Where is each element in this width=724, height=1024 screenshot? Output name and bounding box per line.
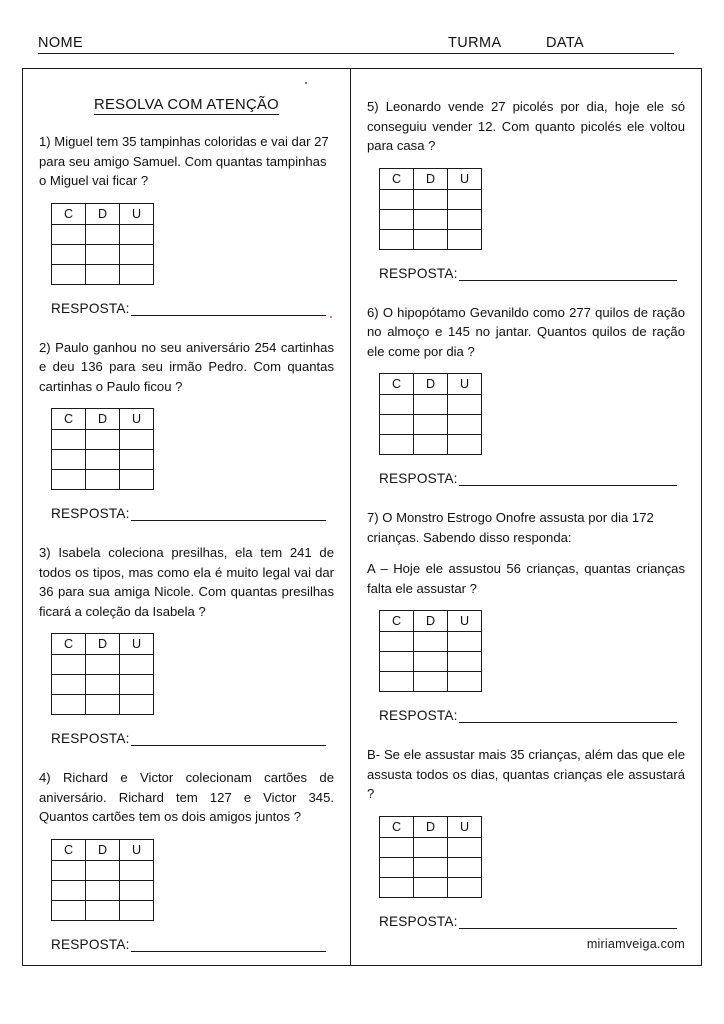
grid-cell[interactable] xyxy=(86,264,120,284)
grid-header-c: C xyxy=(380,168,414,189)
grid-cell[interactable] xyxy=(120,264,154,284)
problem-4-text: 4) Richard e Victor colecionam cartões de aniversário. Richard tem 127 e Victor 345. Quantos cartões tem os dois amigos juntos ? xyxy=(39,770,334,824)
grid-cell[interactable] xyxy=(120,430,154,450)
answer-writing-line[interactable] xyxy=(131,733,326,746)
table-row xyxy=(380,168,482,189)
table-row[interactable] xyxy=(52,695,154,715)
grid-cell[interactable] xyxy=(86,860,120,880)
answer-writing-line[interactable] xyxy=(459,268,677,281)
grid-cell[interactable] xyxy=(414,229,448,249)
problem-2-answer xyxy=(51,506,334,521)
table-row[interactable] xyxy=(380,877,482,897)
grid-cell[interactable] xyxy=(86,675,120,695)
worksheet-frame xyxy=(22,68,702,966)
grid-header-d: D xyxy=(86,409,120,430)
problem-5-answer xyxy=(379,266,685,281)
table-row[interactable] xyxy=(52,900,154,920)
grid-cell[interactable] xyxy=(52,430,86,450)
grid-cell[interactable] xyxy=(380,209,414,229)
grid-header-u: U xyxy=(448,168,482,189)
grid-cell[interactable] xyxy=(86,695,120,715)
answer-label: RESPOSTA: xyxy=(379,913,458,929)
nome-label: NOME xyxy=(38,35,84,51)
grid-cell[interactable] xyxy=(448,837,482,857)
grid-header-u: U xyxy=(448,816,482,837)
table-row[interactable] xyxy=(52,860,154,880)
problem-7 xyxy=(367,508,685,547)
grid-cell[interactable] xyxy=(86,430,120,450)
table-row[interactable] xyxy=(52,880,154,900)
spacer xyxy=(367,83,685,97)
problem-7b-text: B- Se ele assustar mais 35 crianças, além das que ele assusta todos os dias, quantas crianças ele assustará ? xyxy=(367,747,685,801)
grid-cell[interactable] xyxy=(52,860,86,880)
table-row[interactable] xyxy=(380,435,482,455)
grid-cell[interactable] xyxy=(120,900,154,920)
table-row[interactable] xyxy=(52,264,154,284)
problem-6-answer xyxy=(379,471,685,486)
turma-label: TURMA xyxy=(448,35,502,51)
answer-writing-line[interactable] xyxy=(459,916,677,929)
problem-7a-text: A – Hoje ele assustou 56 crianças, quantas crianças falta ele assustar ? xyxy=(367,561,685,596)
table-row xyxy=(52,839,154,860)
problem-6-text: 6) O hipopótamo Gevanildo como 277 quilos de ração no almoço e 145 no jantar. Quantos quilos de ração ele come por dia ? xyxy=(367,304,685,359)
table-row xyxy=(52,409,154,430)
problem-7b xyxy=(367,745,685,929)
problem-7a xyxy=(367,559,685,723)
problem-3-place-value-grid[interactable] xyxy=(51,633,154,715)
table-row[interactable] xyxy=(380,209,482,229)
grid-cell[interactable] xyxy=(86,880,120,900)
student-info-header xyxy=(38,34,674,60)
problem-7b-answer xyxy=(379,914,685,929)
answer-label: RESPOSTA: xyxy=(51,936,130,952)
table-row xyxy=(380,816,482,837)
answer-label: RESPOSTA: xyxy=(379,471,458,486)
problem-4 xyxy=(39,768,334,952)
grid-cell[interactable] xyxy=(86,224,120,244)
answer-label: RESPOSTA: xyxy=(51,506,130,521)
grid-cell[interactable] xyxy=(448,209,482,229)
grid-cell[interactable] xyxy=(52,224,86,244)
spacer xyxy=(39,746,334,768)
scan-artifact xyxy=(305,82,307,84)
grid-header-c: C xyxy=(52,634,86,655)
grid-cell[interactable] xyxy=(380,837,414,857)
table-row[interactable] xyxy=(380,229,482,249)
table-row xyxy=(52,203,154,224)
grid-header-d: D xyxy=(414,816,448,837)
page-title-text: RESOLVA COM ATENÇÃO xyxy=(94,97,279,113)
table-row[interactable] xyxy=(380,189,482,209)
grid-cell[interactable] xyxy=(414,857,448,877)
answer-writing-line[interactable] xyxy=(459,710,677,723)
grid-header-d: D xyxy=(86,839,120,860)
table-row[interactable] xyxy=(52,224,154,244)
grid-header-u: U xyxy=(120,409,154,430)
grid-cell[interactable] xyxy=(380,632,414,652)
grid-cell[interactable] xyxy=(414,209,448,229)
grid-cell[interactable] xyxy=(86,244,120,264)
grid-cell[interactable] xyxy=(86,900,120,920)
grid-cell[interactable] xyxy=(120,470,154,490)
grid-cell[interactable] xyxy=(414,415,448,435)
table-row[interactable] xyxy=(52,430,154,450)
right-column xyxy=(351,69,701,965)
problem-3-answer xyxy=(51,731,334,746)
grid-cell[interactable] xyxy=(380,435,414,455)
grid-header-u: U xyxy=(120,203,154,224)
grid-cell[interactable] xyxy=(448,435,482,455)
grid-cell[interactable] xyxy=(380,395,414,415)
grid-header-d: D xyxy=(414,168,448,189)
table-row[interactable] xyxy=(380,672,482,692)
problem-3-text: 3) Isabela coleciona presilhas, ela tem 241 de todos os tipos, mas como ela é muito legal vai dar 36 para sua amiga Nicole. Com quantas presilhas ficará a coleção da Isabela ? xyxy=(39,545,334,619)
grid-cell[interactable] xyxy=(380,229,414,249)
table-row[interactable] xyxy=(52,675,154,695)
grid-cell[interactable] xyxy=(414,837,448,857)
answer-writing-line[interactable] xyxy=(131,303,326,316)
problem-5-text: 5) Leonardo vende 27 picolés por dia, hoje ele só conseguiu vender 12. Com quanto picolés ele voltou para casa ? xyxy=(367,99,685,153)
grid-cell[interactable] xyxy=(120,695,154,715)
problem-7a-place-value-grid[interactable] xyxy=(379,610,482,692)
problem-7-text: 7) O Monstro Estrogo Onofre assusta por dia 172 crianças. Sabendo disso responda: xyxy=(367,510,654,545)
grid-cell[interactable] xyxy=(120,880,154,900)
problem-7a-answer xyxy=(379,708,685,723)
grid-cell[interactable] xyxy=(52,264,86,284)
grid-cell[interactable] xyxy=(380,877,414,897)
problem-1-answer xyxy=(51,301,334,316)
grid-cell[interactable] xyxy=(52,450,86,470)
grid-header-u: U xyxy=(448,611,482,632)
grid-cell[interactable] xyxy=(448,229,482,249)
grid-cell[interactable] xyxy=(120,655,154,675)
grid-cell[interactable] xyxy=(448,189,482,209)
grid-cell[interactable] xyxy=(52,900,86,920)
grid-cell[interactable] xyxy=(120,675,154,695)
problem-4-place-value-grid[interactable] xyxy=(51,839,154,921)
grid-header-d: D xyxy=(414,374,448,395)
data-label: DATA xyxy=(546,35,585,51)
problem-2-place-value-grid[interactable] xyxy=(51,408,154,490)
table-row xyxy=(380,611,482,632)
grid-cell[interactable] xyxy=(448,395,482,415)
answer-writing-line[interactable] xyxy=(459,473,677,486)
site-credit: miriamveiga.com xyxy=(586,937,685,951)
grid-header-d: D xyxy=(86,634,120,655)
table-row[interactable] xyxy=(380,837,482,857)
problem-4-answer xyxy=(51,937,334,952)
student-info-writing-line[interactable] xyxy=(38,53,674,54)
grid-cell[interactable] xyxy=(448,857,482,877)
grid-header-c: C xyxy=(52,409,86,430)
grid-header-c: C xyxy=(380,816,414,837)
grid-cell[interactable] xyxy=(86,655,120,675)
problem-2-text: 2) Paulo ganhou no seu aniversário 254 cartinhas e deu 136 para seu irmão Pedro. Com quantas cartinhas o Paulo ficou ? xyxy=(39,339,334,394)
grid-cell[interactable] xyxy=(414,395,448,415)
grid-cell[interactable] xyxy=(380,415,414,435)
grid-cell[interactable] xyxy=(52,655,86,675)
grid-cell[interactable] xyxy=(120,244,154,264)
grid-cell[interactable] xyxy=(52,675,86,695)
table-row[interactable] xyxy=(52,655,154,675)
grid-header-u: U xyxy=(120,839,154,860)
grid-cell[interactable] xyxy=(120,450,154,470)
answer-label: RESPOSTA: xyxy=(379,708,458,723)
table-row xyxy=(380,374,482,395)
problem-1 xyxy=(39,132,334,316)
table-row[interactable] xyxy=(380,652,482,672)
grid-cell[interactable] xyxy=(380,189,414,209)
table-row[interactable] xyxy=(380,857,482,877)
grid-header-u: U xyxy=(120,634,154,655)
left-column xyxy=(23,69,351,965)
grid-header-c: C xyxy=(380,374,414,395)
grid-cell[interactable] xyxy=(52,244,86,264)
problem-5 xyxy=(367,97,685,281)
grid-cell[interactable] xyxy=(86,450,120,470)
table-row[interactable] xyxy=(380,632,482,652)
problem-5-place-value-grid[interactable] xyxy=(379,168,482,250)
page-title xyxy=(39,97,334,114)
grid-cell[interactable] xyxy=(448,672,482,692)
spacer xyxy=(367,486,685,508)
grid-header-c: C xyxy=(52,203,86,224)
grid-cell[interactable] xyxy=(414,672,448,692)
problem-3 xyxy=(39,543,334,746)
grid-header-c: C xyxy=(52,839,86,860)
problem-1-place-value-grid[interactable] xyxy=(51,203,154,285)
grid-header-d: D xyxy=(414,611,448,632)
scan-artifact xyxy=(330,316,332,318)
grid-cell[interactable] xyxy=(448,415,482,435)
grid-cell[interactable] xyxy=(52,695,86,715)
grid-cell[interactable] xyxy=(448,632,482,652)
grid-cell[interactable] xyxy=(52,470,86,490)
grid-cell[interactable] xyxy=(448,652,482,672)
problem-1-text: 1) Miguel tem 35 tampinhas coloridas e vai dar 27 para seu amigo Samuel. Com quantas tampinhas o Miguel vai ficar ? xyxy=(39,134,329,188)
grid-cell[interactable] xyxy=(120,224,154,244)
answer-writing-line[interactable] xyxy=(131,508,326,521)
table-row[interactable] xyxy=(380,415,482,435)
grid-header-u: U xyxy=(448,374,482,395)
problem-2 xyxy=(39,338,334,522)
table-row[interactable] xyxy=(380,395,482,415)
grid-cell[interactable] xyxy=(414,652,448,672)
table-row xyxy=(52,634,154,655)
answer-label: RESPOSTA: xyxy=(51,731,130,746)
problem-6 xyxy=(367,303,685,487)
problem-7b-place-value-grid[interactable] xyxy=(379,816,482,898)
grid-cell[interactable] xyxy=(52,880,86,900)
grid-cell[interactable] xyxy=(380,672,414,692)
grid-header-c: C xyxy=(380,611,414,632)
spacer xyxy=(39,316,334,338)
answer-writing-line[interactable] xyxy=(131,939,326,952)
grid-cell[interactable] xyxy=(414,189,448,209)
grid-cell[interactable] xyxy=(380,652,414,672)
problem-6-place-value-grid[interactable] xyxy=(379,373,482,455)
spacer xyxy=(39,521,334,543)
answer-label: RESPOSTA: xyxy=(379,265,458,281)
table-row[interactable] xyxy=(52,450,154,470)
grid-header-d: D xyxy=(86,203,120,224)
grid-cell[interactable] xyxy=(86,470,120,490)
grid-cell[interactable] xyxy=(380,857,414,877)
table-row[interactable] xyxy=(52,244,154,264)
table-row[interactable] xyxy=(52,470,154,490)
grid-cell[interactable] xyxy=(414,877,448,897)
spacer xyxy=(367,723,685,745)
grid-cell[interactable] xyxy=(448,877,482,897)
grid-cell[interactable] xyxy=(414,435,448,455)
grid-cell[interactable] xyxy=(120,860,154,880)
answer-label: RESPOSTA: xyxy=(51,300,130,316)
spacer xyxy=(367,281,685,303)
grid-cell[interactable] xyxy=(414,632,448,652)
